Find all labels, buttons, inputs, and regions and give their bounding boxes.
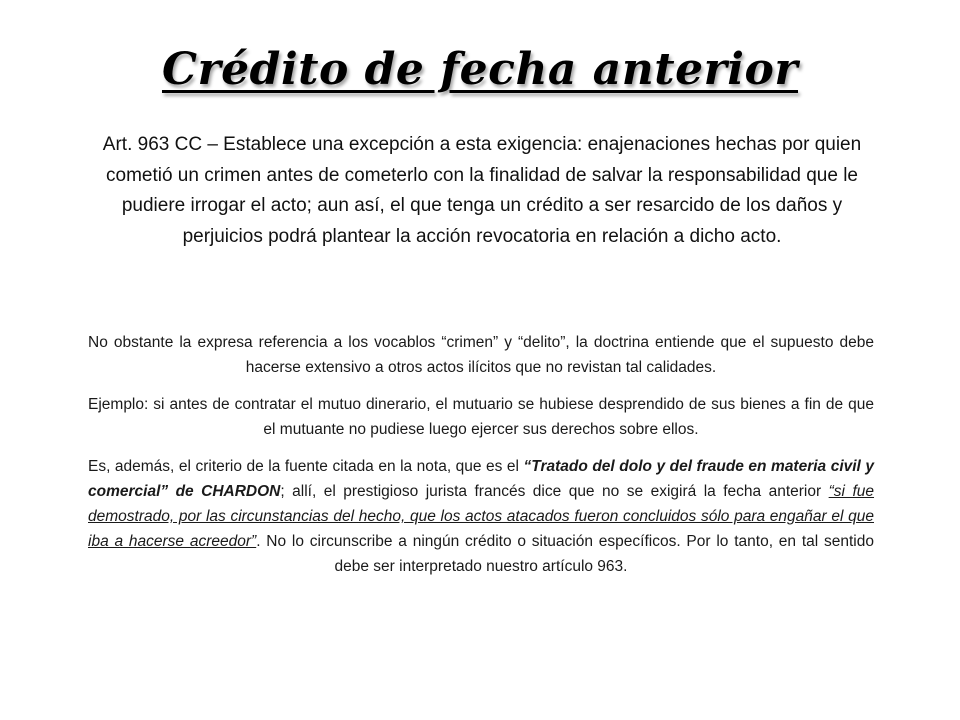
lead-paragraph: Art. 963 CC – Establece una excepción a esta exigencia: enajenaciones hechas por quien cometió un crimen antes de cometerlo con la finalidad de salvar la responsabilidad que le pudiere irrogar el acto; aun así, el que tenga un crédito a ser resarcido de los daños y perjuicios podrá plantear la acción revocatoria en relación a dicho acto. bbox=[102, 134, 862, 247]
slide-title: Crédito de fecha anterior bbox=[161, 44, 799, 95]
source-text-2: ; allí, el prestigioso jurista francés dice que no se exigirá la fecha anterior bbox=[280, 483, 829, 500]
source-text-3: . No lo circunscribe a ningún crédito o situación específicos. Por lo tanto, en tal sentido debe ser interpretado nuestro artículo 963. bbox=[256, 533, 874, 575]
body-text bbox=[88, 330, 874, 591]
source-text-1: Es, además, el criterio de la fuente citada en la nota, que es el bbox=[88, 458, 524, 475]
book-title: “Tratado del dolo y del fraude en materia civil y comercial” de CHARDON bbox=[88, 458, 874, 500]
paragraph-source bbox=[88, 454, 874, 579]
paragraph-example: Ejemplo: si antes de contratar el mutuo dinerario, el mutuario se hubiese desprendido de sus bienes a fin de que el mutuante no pudiese luego ejercer sus derechos sobre ellos. bbox=[88, 396, 874, 438]
paragraph-extension: No obstante la expresa referencia a los vocablos “crimen” y “delito”, la doctrina entiende que el supuesto debe hacerse extensivo a otros actos ilícitos que no revistan tal calidades. bbox=[88, 334, 874, 376]
quoted-passage: “si fue demostrado, por las circunstancias del hecho, que los actos atacados fueron concluidos sólo para engañar el que iba a hacerse acreedor” bbox=[88, 483, 875, 550]
